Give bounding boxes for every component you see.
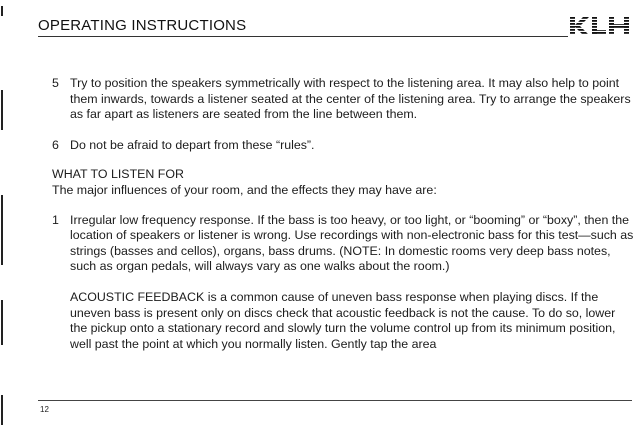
list-item <box>52 213 634 353</box>
item-number: 5 <box>52 76 59 90</box>
item-number: 1 <box>52 212 59 227</box>
document-body <box>52 76 634 352</box>
header-rule <box>38 36 568 37</box>
binding-mark <box>1 90 3 130</box>
logo-text: KLH <box>600 36 602 37</box>
section-heading: WHAT TO LISTEN FOR <box>52 167 184 182</box>
item-text: Try to position the speakers symmetrically with respect to the listening area. It may also help to point them inwards, towards a listener seated at the center of the listening area. Try to arrange the speakers as far apart as listeners are seated from the line between them. <box>70 76 631 122</box>
page-number: 12 <box>40 405 49 414</box>
list-item <box>52 76 634 123</box>
item-paragraph: ACOUSTIC FEEDBACK is a common cause of uneven bass response when playing discs. If the uneven bass is present only on discs check that acoustic feedback is not the cause. To do so, lower the pickup onto a stationary record and slowly turn the volume control up from its minimum position, well past the point at which you normally listen. Gently tap the area <box>70 289 616 351</box>
item-number: 6 <box>52 137 59 152</box>
klh-logo <box>568 14 632 38</box>
binding-edge <box>0 0 6 427</box>
section-intro: The major influences of your room, and the effects they may have are: <box>52 182 437 197</box>
list-item <box>52 138 634 154</box>
binding-mark <box>1 195 3 265</box>
binding-mark <box>1 6 3 16</box>
item-text: Do not be afraid to depart from these “rules”. <box>70 137 315 152</box>
page-header <box>38 14 632 38</box>
item-paragraph: Irregular low frequency response. If the bass is too heavy, or too light, or “booming” or “boxy”, then the location of speakers or listener is wrong. Use recordings with non-electronic bass for this test—such as strings (basses and cellos), organs, bass drums. (NOTE: In domestic rooms very deep bass notes, such as organ pedals, will always vary as one walks about the room.) <box>70 212 634 274</box>
binding-mark <box>1 300 3 345</box>
page-title: OPERATING INSTRUCTIONS <box>38 17 247 34</box>
footer-rule <box>38 400 632 401</box>
binding-mark <box>1 395 3 425</box>
